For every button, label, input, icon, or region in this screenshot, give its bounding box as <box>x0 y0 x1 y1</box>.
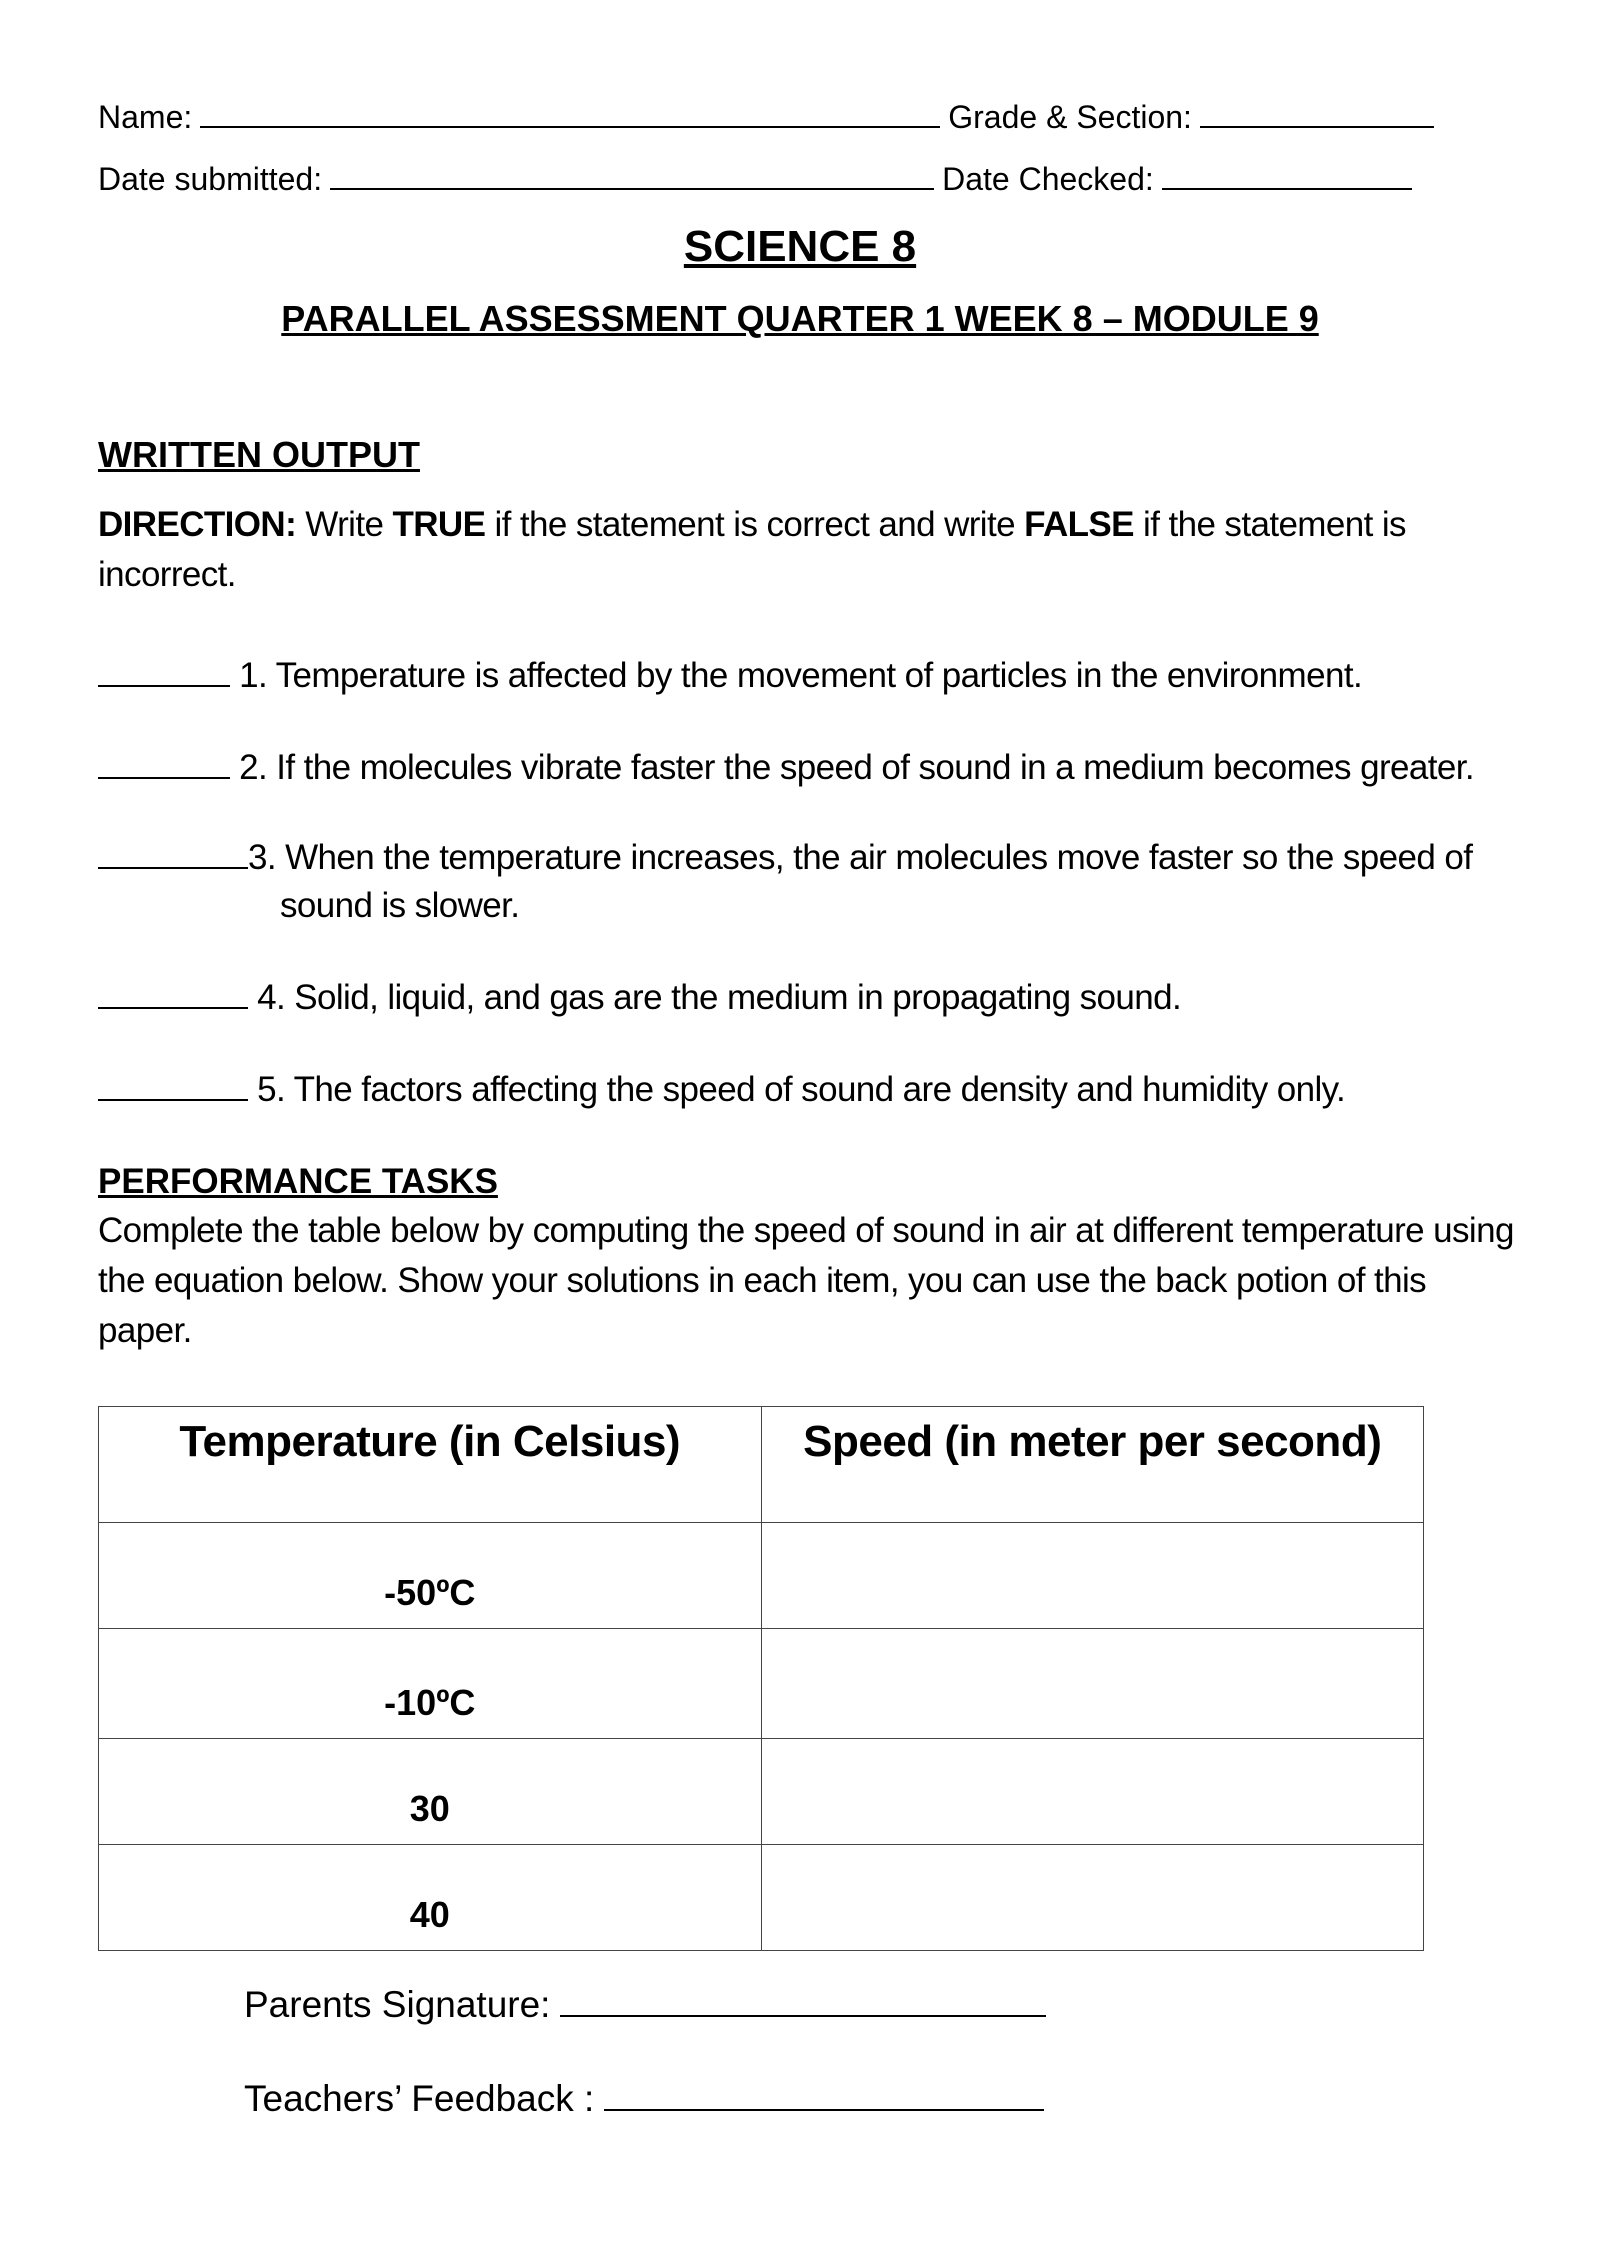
answer-blank-1[interactable] <box>98 655 230 687</box>
teachers-feedback-label: Teachers’ Feedback : <box>244 2078 595 2119</box>
header-row-2 <box>98 160 1420 198</box>
date-submitted-label: Date submitted: <box>98 161 323 197</box>
grade-section-blank[interactable] <box>1200 98 1434 128</box>
question-item-5 <box>98 1066 1548 1114</box>
answer-blank-5[interactable] <box>98 1069 248 1101</box>
header-row-1 <box>98 98 1442 136</box>
temperature-cell: 40 <box>99 1845 762 1951</box>
grade-section-label: Grade & Section: <box>948 99 1192 135</box>
question-text-5: 5. The factors affecting the speed of sound are density and humidity only. <box>257 1070 1346 1109</box>
temperature-column-header: Temperature (in Celsius) <box>99 1407 762 1523</box>
direction-part1: Write <box>296 505 393 544</box>
question-item-2 <box>98 744 1548 792</box>
question-text-3: 3. When the temperature increases, the air molecules move faster so the speed of <box>248 838 1473 877</box>
table-row <box>99 1845 1424 1951</box>
date-submitted-blank[interactable] <box>330 160 934 190</box>
teachers-feedback-row <box>244 2078 1044 2120</box>
parents-signature-row <box>244 1984 1046 2026</box>
date-checked-blank[interactable] <box>1162 160 1412 190</box>
direction-part2: if the statement is correct and write <box>485 505 1025 544</box>
temperature-cell: 30 <box>99 1739 762 1845</box>
teachers-feedback-blank[interactable] <box>604 2079 1044 2111</box>
speed-table <box>98 1406 1424 1951</box>
performance-tasks-heading: PERFORMANCE TASKS <box>98 1162 498 1201</box>
question-item-1 <box>98 652 1548 700</box>
question-item-4 <box>98 974 1548 1022</box>
written-output-heading: WRITTEN OUTPUT <box>98 434 420 475</box>
performance-instructions: Complete the table below by computing the speed of sound in air at different temperature using the equation below. Show your solutions in each item, you can use the back potion of this paper. <box>98 1211 1514 1350</box>
answer-blank-2[interactable] <box>98 747 230 779</box>
speed-cell[interactable] <box>761 1845 1424 1951</box>
speed-cell[interactable] <box>761 1523 1424 1629</box>
table-row <box>99 1629 1424 1739</box>
question-text-4: 4. Solid, liquid, and gas are the medium in propagating sound. <box>257 978 1182 1017</box>
date-checked-label: Date Checked: <box>942 161 1154 197</box>
true-word: TRUE <box>392 505 486 544</box>
parents-signature-label: Parents Signature: <box>244 1984 551 2025</box>
direction-label: DIRECTION: <box>98 505 297 544</box>
parents-signature-blank[interactable] <box>560 1985 1046 2017</box>
question-text-2: 2. If the molecules vibrate faster the speed of sound in a medium becomes greater. <box>239 748 1474 787</box>
direction-part3: if the statement is incorrect. <box>98 505 1406 594</box>
answer-blank-3[interactable] <box>98 837 248 869</box>
false-word: FALSE <box>1024 505 1134 544</box>
answer-blank-4[interactable] <box>98 977 248 1009</box>
temperature-cell: -50ºC <box>99 1523 762 1629</box>
question-text-1: 1. Temperature is affected by the movement of particles in the environment. <box>239 656 1363 695</box>
name-blank[interactable] <box>200 98 940 128</box>
speed-cell[interactable] <box>761 1629 1424 1739</box>
question-item-3 <box>98 834 1548 930</box>
name-label: Name: <box>98 99 193 135</box>
question-text-3-continued: sound is slower. <box>280 886 520 925</box>
subject-title: SCIENCE 8 <box>683 222 917 271</box>
table-row <box>99 1523 1424 1629</box>
speed-column-header: Speed (in meter per second) <box>761 1407 1424 1523</box>
table-header-row <box>99 1407 1424 1523</box>
table-row <box>99 1739 1424 1845</box>
speed-cell[interactable] <box>761 1739 1424 1845</box>
direction-text <box>98 500 1518 600</box>
assessment-title: PARALLEL ASSESSMENT QUARTER 1 WEEK 8 – MODULE 9 <box>281 298 1319 339</box>
temperature-cell: -10ºC <box>99 1629 762 1739</box>
